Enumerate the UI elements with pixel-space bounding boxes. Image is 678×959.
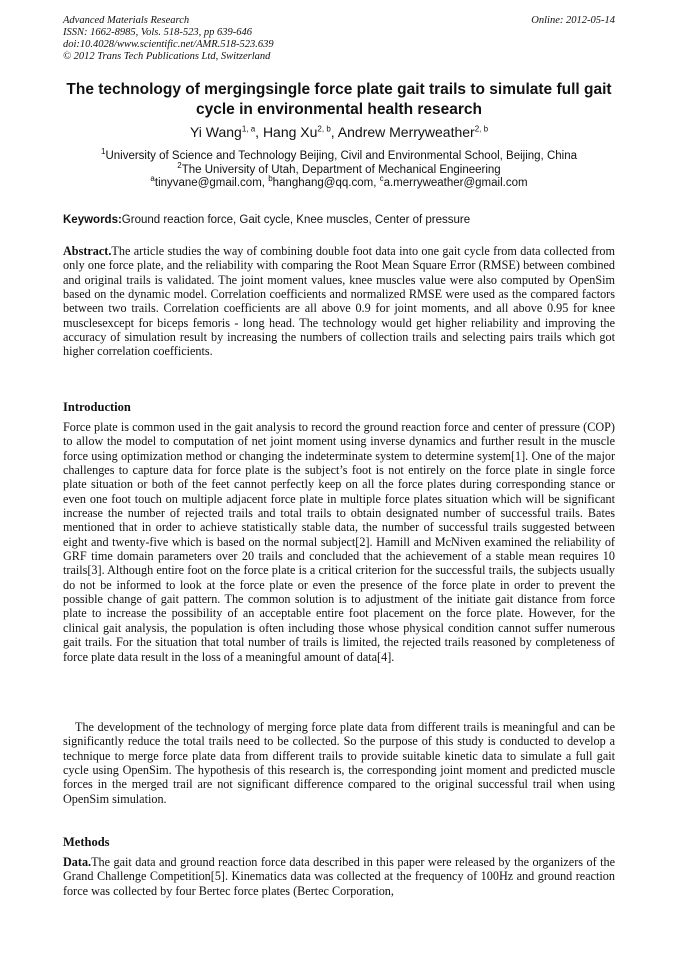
section-heading-methods: Methods (63, 835, 110, 849)
section-heading-introduction: Introduction (63, 400, 131, 414)
journal-header (63, 15, 615, 63)
author-emails: $^a$tinyvane@gmail.com, $^b$hanghang@qq.com, $^c$a.merryweather@gmail.com (150, 174, 528, 189)
affiliation-1: $^1$University of Science and Technology Beijing, Civil and Environmental School, Beijing, China (101, 147, 577, 162)
affiliation-2: $^2$The University of Utah, Department of Mechanical Engineering (177, 160, 501, 176)
author: Hang Xu$^{2, b}$, (262, 124, 338, 140)
data-text: The gait data and ground reaction force data described in this paper were released by the organizers of the Grand Challenge Competition[5]. Kinematics data was collected at the frequency of 100Hz and ground reaction force was collected by four Bertec force plates (Bertec Corporation, (63, 855, 615, 898)
online-date: Online: 2012-05-14 (531, 15, 615, 26)
author: Andrew Merryweather$^{2, b}$ (337, 124, 489, 140)
affiliations (63, 147, 615, 191)
journal-doi: doi:10.4028/www.scientific.net/AMR.518-523.639 (63, 39, 274, 50)
paper-title: The technology of mergingsingle force plate gait trails to simulate full gait cycle in environmental health research (66, 81, 612, 118)
keywords-text: Ground reaction force, Gait cycle, Knee muscles, Center of pressure (121, 214, 471, 226)
keywords-label: Keywords: (63, 214, 122, 226)
abstract-label: Abstract. (63, 244, 112, 258)
journal-issn: ISSN: 1662-8985, Vols. 518-523, pp 639-646 (63, 27, 252, 38)
journal-name: Advanced Materials Research (63, 15, 190, 26)
author: Yi Wang$^{1, a}$, (189, 124, 263, 140)
data-label: Data. (63, 855, 92, 869)
introduction-paragraph-2: The development of the technology of merging force plate data from different trails is meaningful and can be significantly reduce the total trails need to be collected. So the purpose of this study is conducted to develop a technique to merge force plate data from different trails to provide suitable kinetic data to simulate a full gait cycle using OpenSim. The hypothesis of this research is, the corresponding joint moment and predicted muscle forces in the merged trail are not significant difference compared to the original successful trail when using OpenSim simulation. (63, 720, 615, 806)
journal-copyright: © 2012 Trans Tech Publications Ltd, Switzerland (63, 51, 271, 62)
abstract (63, 244, 615, 359)
abstract-text: The article studies the way of combining double foot data into one gait cycle from data collected from only one force plate, and the reliability with comparing the Root Mean Square Error (RMSE) between combined and original trails is validated. The joint moment values, knee muscles value were also computed by OpenSim based on the dynamic model. Correlation coefficients and normalized RMSE were used as the compared factors between two trails. Correlation coefficients are all above 0.9 for joint moments, and all above 0.95 for knee musclesexcept for biceps femoris - long head. The technology would get higher reliability and improving the accuracy of simulation result by increasing the numbers of collection trails and selecting pairs trails which got higher correlation coefficients. (63, 244, 615, 359)
keywords (63, 213, 615, 227)
author-list (63, 123, 615, 141)
introduction-paragraph-1: Force plate is common used in the gait analysis to record the ground reaction force and center of pressure (COP) to allow the model to computation of net joint moment using inverse dynamics and further result in the muscle force using optimization method or changing the indeterminate system to determine system[1]. One of the major challenges to capture data for force plate is the subject’s foot is not entirely on the force plate in single force plate situation or both of the feet cannot perfectly keep on all the force plates during corresponding stance or even one foot touch on multiple adjacent force plate in multiple force plates situation which will be significant increase the number of rejected trails and total trails to obtain designated number of successful trails. Bates mentioned that in order to achieve statistically stable data, the number of successful trails suggested between eight and twenty-five which is based on the normal subject[2]. Hamill and McNiven examined the reliability of GRF time domain parameters over 20 trails and concluded that the achievement of a stable mean requires 10 trails[3]. Although entire foot on the force plate is a critical criterion for the successful trails, the subjects usually do not be informed to look at the force plate or even the presence of the force plate in order to prevent the possible change of gait pattern. The common solution is to adjustment of the initiate gait distance from force plate to increase the possibility of an acceptable entire foot placement on the force plate. However, for the clinical gait analysis, the population is often including those whose physical condition cannot suffer numerous gait trails. For the situation that total number of trails is limited, the rejected trails reasoned by completeness of force plate data result in the loss of a meaningful amount of data[4]. (63, 420, 615, 664)
methods-data-paragraph (63, 855, 615, 898)
